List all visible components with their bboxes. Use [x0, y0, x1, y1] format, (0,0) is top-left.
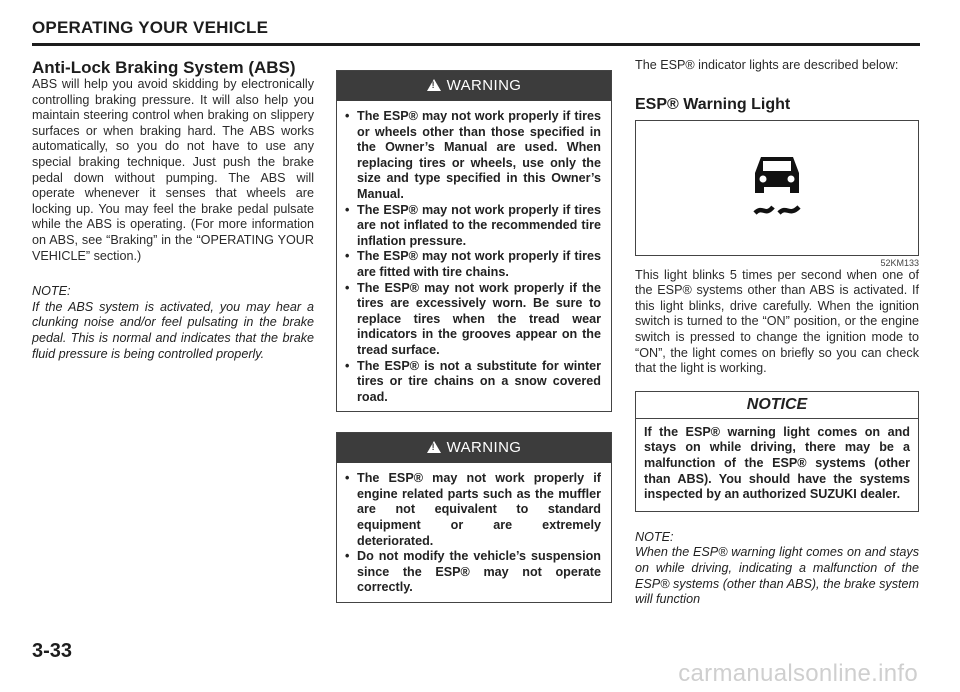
warning-box-tires	[336, 70, 612, 412]
middle-column	[336, 58, 612, 603]
warning-item: • The ESP® is not a substitute for winter tires or tire chains on a snow covered road.	[357, 359, 601, 406]
watermark: carmanualsonline.info	[678, 660, 918, 687]
esp-warning-light-heading: ESP® Warning Light	[635, 95, 791, 113]
warning-triangle-icon	[427, 441, 441, 453]
warning-list-tires	[337, 101, 611, 411]
warning-item: • The ESP® may not work properly if the tires are excessively worn. Be sure to replace tires when the tread wear indicators in the grooves appear on the tread surface.	[357, 281, 601, 359]
esp-body-text: This light blinks 5 times per second when one of the ESP® systems other than ABS is activated. If this light blinks, drive carefully. When the ignition switch is turned to the “ON” position, or the engine switch is pressed to change the ignition mode to “ON”, the light comes on briefly so you can check that the light is working.	[635, 267, 919, 376]
image-code: 52KM133	[880, 257, 919, 268]
warning-triangle-icon	[427, 79, 441, 91]
notice-box	[635, 391, 919, 512]
esp-skid-car-icon	[747, 151, 807, 223]
esp-light-illustration	[635, 120, 919, 256]
warning-item: • The ESP® may not work properly if tires are fitted with tire chains.	[357, 249, 601, 280]
warning-list-modifications	[337, 463, 611, 602]
header-rule	[32, 43, 920, 46]
warning-item: • The ESP® may not work properly if tires are not inflated to the recommended tire inflation pressure.	[357, 203, 601, 250]
warning-label: WARNING	[446, 77, 522, 94]
notice-text: If the ESP® warning light comes on and stays on while driving, there may be a malfunction of the ESP® systems (other than ABS). You should have the systems inspected by an authorized SUZUKI dealer.	[644, 424, 910, 502]
warning-item: • The ESP® may not work properly if engine related parts such as the muffler are not equivalent to standard equipment or are extremely deteriorated.	[357, 471, 601, 549]
warning-header	[337, 71, 611, 101]
right-column	[635, 58, 919, 608]
esp-intro-text: The ESP® indicator lights are described below:	[635, 58, 899, 72]
page-header-title: OPERATING YOUR VEHICLE	[32, 18, 269, 37]
abs-note-label: NOTE:	[32, 284, 71, 299]
notice-label: NOTICE	[636, 392, 918, 419]
esp-note-label: NOTE:	[635, 529, 674, 544]
esp-note-text: When the ESP® warning light comes on and stays on while driving, indicating a malfunction of the ESP® systems (other than ABS), the brake system will function	[635, 545, 919, 607]
abs-note-text: If the ABS system is activated, you may hear a clunking noise and/or feel pulsating in the brake pedal. This is normal and indicates that the brake fluid pressure is being controlled properly.	[32, 299, 314, 361]
warning-box-modifications	[336, 432, 612, 603]
abs-section-title: Anti-Lock Braking System (ABS)	[32, 58, 296, 77]
page-number: 3-33	[32, 640, 73, 662]
warning-header	[337, 433, 611, 463]
warning-label: WARNING	[446, 439, 522, 457]
abs-body-text: ABS will help you avoid skidding by electronically controlling braking pressure. It will also help you maintain steering control when braking on slippery surfaces or when braking hard. The ABS works automatically, so you do not have to use any special braking technique. Just push the brake pedal down without pumping. The ABS will operate whenever it senses that wheels are locking up. You may feel the brake pedal pulsate while the ABS is operating. (For more information on ABS, see “Braking” in the “OPERATING YOUR VEHICLE” section.)	[32, 77, 314, 263]
warning-item: • The ESP® may not work properly if tires or wheels other than those specified in the Owner’s Manual are used. When replacing tires or wheels, use only the size and type specified in this Owner’s Manual.	[357, 109, 601, 203]
left-column	[32, 58, 314, 362]
warning-item: • Do not modify the vehicle’s suspension since the ESP® may not operate correctly.	[357, 549, 601, 596]
